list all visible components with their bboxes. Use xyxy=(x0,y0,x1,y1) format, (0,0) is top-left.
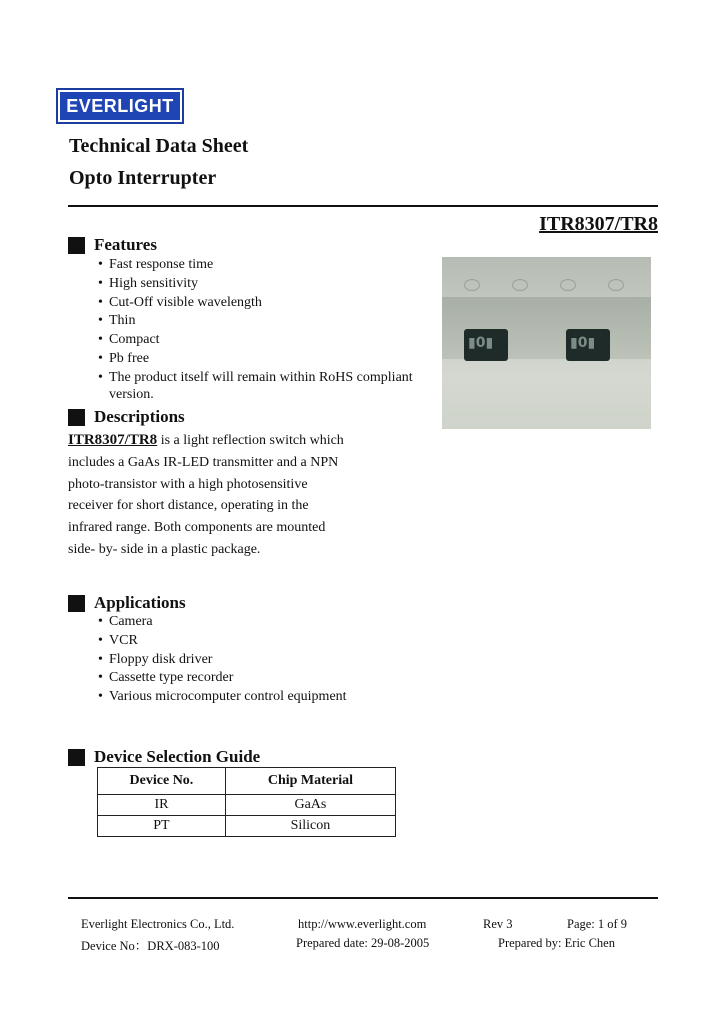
device-guide-heading-text: Device Selection Guide xyxy=(94,747,261,766)
footer-rule xyxy=(68,897,658,899)
doc-title: Technical Data Sheet xyxy=(69,135,249,157)
sprocket-hole-icon xyxy=(560,279,576,291)
square-bullet-icon xyxy=(68,237,85,254)
sensor-chip-icon: ▮0▮ xyxy=(464,329,508,361)
square-bullet-icon xyxy=(68,595,85,612)
description-text xyxy=(68,430,398,561)
header-rule xyxy=(68,205,658,207)
description-line: photo-transistor with a high photosensitive xyxy=(68,476,308,492)
footer-device-no: Device No：DRX-083-100 xyxy=(81,939,220,953)
square-bullet-icon xyxy=(68,749,85,766)
list-item: • VCR xyxy=(98,632,347,651)
footer-prepared-by: Prepared by: Eric Chen xyxy=(498,936,615,950)
device-selection-table xyxy=(97,767,396,837)
description-line: infrared range. Both components are mounted xyxy=(68,520,326,536)
footer-company: Everlight Electronics Co., Ltd. xyxy=(81,917,235,931)
list-item: • Thin xyxy=(98,312,413,331)
description-line: includes a GaAs IR-LED transmitter and a NPN xyxy=(68,454,339,470)
list-item-continuation: version. xyxy=(109,387,154,402)
descriptions-heading-text: Descriptions xyxy=(94,407,185,426)
list-item: • Cassette type recorder xyxy=(98,669,347,688)
list-item: • Cut-Off visible wavelength xyxy=(98,294,413,313)
list-item: • Various microcomputer control equipment xyxy=(98,688,347,707)
footer-page: Page: 1 of 9 xyxy=(567,917,628,931)
applications-heading xyxy=(68,593,186,613)
applications-list xyxy=(98,613,347,707)
part-number: ITR8307/TR8 xyxy=(539,213,658,235)
list-item: • High sensitivity xyxy=(98,275,413,294)
footer-url[interactable]: http://www.everlight.com xyxy=(298,917,427,931)
sprocket-hole-icon xyxy=(464,279,480,291)
features-heading-text: Features xyxy=(94,235,157,254)
table-cell: GaAs xyxy=(225,795,395,816)
description-line: receiver for short distance, operating in the xyxy=(68,498,309,514)
features-heading xyxy=(68,235,157,255)
device-guide-heading xyxy=(68,747,260,767)
features-list xyxy=(98,256,413,388)
sprocket-hole-icon xyxy=(608,279,624,291)
applications-heading-text: Applications xyxy=(94,593,186,612)
table-cell: PT xyxy=(98,816,226,837)
descriptions-heading xyxy=(68,407,185,427)
list-item: • Fast response time xyxy=(98,256,413,275)
product-photo xyxy=(442,257,651,429)
column-header: Chip Material xyxy=(225,768,395,795)
table-row xyxy=(98,816,396,837)
logo-text: EVERLIGHT xyxy=(60,92,180,120)
table-cell: Silicon xyxy=(225,816,395,837)
square-bullet-icon xyxy=(68,409,85,426)
list-item: • Pb free xyxy=(98,350,413,369)
description-line: side- by- side in a plastic package. xyxy=(68,541,261,557)
list-item: • Compact xyxy=(98,331,413,350)
list-item: • Camera xyxy=(98,613,347,632)
doc-subtitle: Opto Interrupter xyxy=(69,167,217,189)
table-cell: IR xyxy=(98,795,226,816)
list-item: • Floppy disk driver xyxy=(98,651,347,670)
sprocket-hole-icon xyxy=(512,279,528,291)
description-part-number: ITR8307/TR8 xyxy=(68,432,158,448)
footer-rev: Rev 3 xyxy=(483,917,513,931)
column-header: Device No. xyxy=(98,768,226,795)
table-header-row xyxy=(98,768,396,795)
everlight-logo xyxy=(56,88,184,124)
footer-prepared-date: Prepared date: 29-08-2005 xyxy=(296,936,430,950)
description-line: is a light reflection switch which xyxy=(157,433,344,448)
sensor-chip-icon: ▮0▮ xyxy=(566,329,610,361)
list-item: • The product itself will remain within RoHS compliant xyxy=(98,369,413,388)
table-row xyxy=(98,795,396,816)
